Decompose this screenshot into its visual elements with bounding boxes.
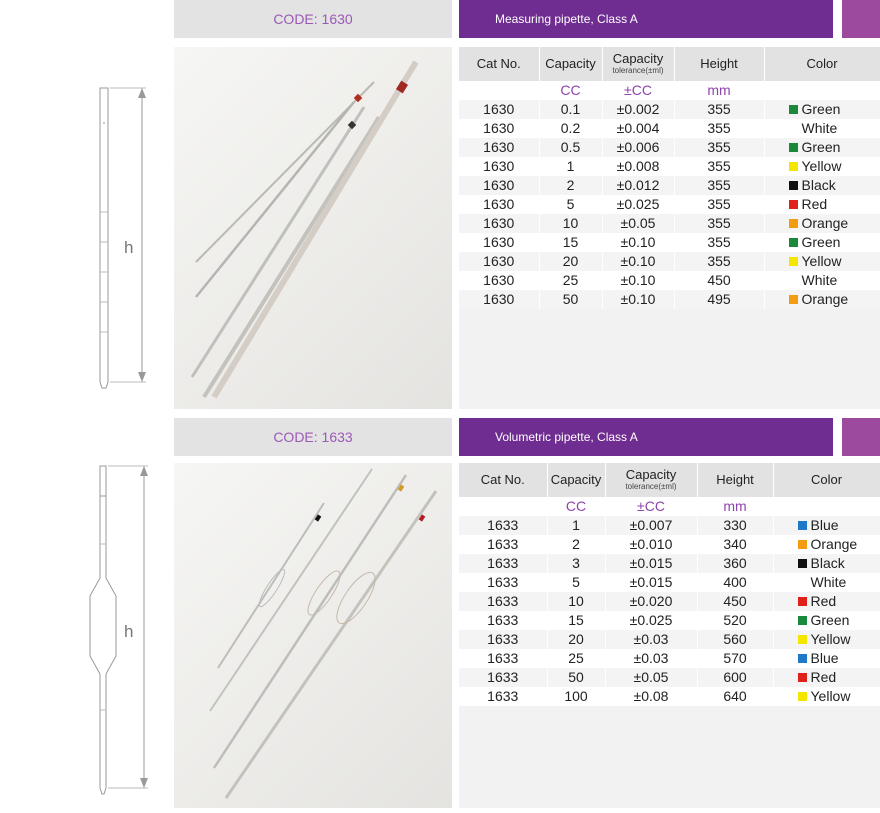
color-name: Black: [810, 555, 845, 571]
cell-height: 450: [697, 592, 773, 611]
cell-color: [773, 611, 880, 630]
table-row: [459, 195, 880, 214]
color-swatch: [798, 559, 807, 568]
table-row: [459, 176, 880, 195]
cell-capacity: 100: [547, 687, 605, 706]
cell-height: 355: [674, 119, 764, 138]
cell-capacity: 20: [539, 252, 602, 271]
cell-capacity: 50: [547, 668, 605, 687]
header-color: Color: [773, 463, 880, 497]
product-title-measuring-pipette: Measuring pipette, Class A: [459, 0, 833, 38]
header-height: Height: [697, 463, 773, 497]
cell-height: 360: [697, 554, 773, 573]
cell-tolerance: ±0.03: [605, 630, 697, 649]
cell-capacity: 15: [539, 233, 602, 252]
table-row: [459, 535, 880, 554]
color-swatch: [798, 692, 807, 701]
cell-capacity: 5: [539, 195, 602, 214]
color-swatch: [798, 673, 807, 682]
cell-tolerance: ±0.006: [602, 138, 674, 157]
cell-height: 600: [697, 668, 773, 687]
color-name: Yellow: [801, 158, 842, 174]
cell-height: 560: [697, 630, 773, 649]
cell-cat: 1630: [459, 157, 539, 176]
color-swatch: [798, 540, 807, 549]
unit-empty: [459, 81, 539, 100]
cell-color: [773, 573, 880, 592]
color-swatch: [789, 257, 798, 266]
color-name: Red: [810, 593, 837, 609]
table-row: [459, 119, 880, 138]
table-row: [459, 138, 880, 157]
color-name: Red: [801, 196, 828, 212]
table-row: [459, 668, 880, 687]
unit-empty: [764, 81, 880, 100]
cell-height: 355: [674, 157, 764, 176]
color-swatch: [798, 578, 807, 587]
product-title-volumetric-pipette: Volumetric pipette, Class A: [459, 418, 833, 456]
measuring-pipettes-photo: [174, 47, 452, 409]
cell-tolerance: ±0.004: [602, 119, 674, 138]
cell-color: [764, 157, 880, 176]
cell-cat: 1633: [459, 592, 547, 611]
color-swatch: [798, 635, 807, 644]
measuring-pipette-drawing: [80, 82, 170, 392]
table-row: [459, 630, 880, 649]
cell-height: 520: [697, 611, 773, 630]
spec-table-1633: [459, 463, 880, 706]
cell-cat: 1630: [459, 233, 539, 252]
cell-height: 640: [697, 687, 773, 706]
cell-height: 355: [674, 176, 764, 195]
table-row: [459, 157, 880, 176]
cell-tolerance: ±0.020: [605, 592, 697, 611]
cell-cat: 1630: [459, 271, 539, 290]
cell-height: 355: [674, 233, 764, 252]
cell-tolerance: ±0.008: [602, 157, 674, 176]
cell-tolerance: ±0.03: [605, 649, 697, 668]
cell-tolerance: ±0.10: [602, 271, 674, 290]
units-row: [459, 81, 880, 100]
cell-tolerance: ±0.025: [605, 611, 697, 630]
cell-cat: 1630: [459, 252, 539, 271]
cell-tolerance: ±0.010: [605, 535, 697, 554]
units-row: [459, 497, 880, 516]
cell-color: [773, 535, 880, 554]
color-name: Yellow: [810, 688, 851, 704]
cell-cat: 1633: [459, 668, 547, 687]
cell-tolerance: ±0.08: [605, 687, 697, 706]
table-row: [459, 649, 880, 668]
cell-cat: 1633: [459, 687, 547, 706]
cell-color: [773, 592, 880, 611]
cell-color: [764, 119, 880, 138]
color-swatch: [789, 105, 798, 114]
cell-capacity: 5: [547, 573, 605, 592]
cell-tolerance: ±0.10: [602, 290, 674, 309]
spec-table-panel-1630: [459, 47, 880, 409]
color-swatch: [789, 181, 798, 190]
cell-cat: 1630: [459, 176, 539, 195]
header-tolerance-sub: tolerance(±ml): [612, 66, 664, 75]
volumetric-pipettes-photo: [174, 463, 452, 808]
spec-table-panel-1633: [459, 463, 880, 808]
cell-color: [764, 100, 880, 119]
cell-cat: 1630: [459, 100, 539, 119]
color-swatch: [798, 654, 807, 663]
color-name: Yellow: [810, 631, 851, 647]
unit-capacity: CC: [547, 497, 605, 516]
cell-tolerance: ±0.10: [602, 252, 674, 271]
cell-cat: 1633: [459, 649, 547, 668]
color-name: Yellow: [801, 253, 842, 269]
cell-capacity: 10: [539, 214, 602, 233]
code-bar-1633: CODE: 1633: [174, 418, 452, 456]
color-name: White: [801, 120, 838, 136]
cell-capacity: 10: [547, 592, 605, 611]
cell-cat: 1630: [459, 119, 539, 138]
cell-color: [764, 290, 880, 309]
cell-tolerance: ±0.002: [602, 100, 674, 119]
cell-cat: 1630: [459, 138, 539, 157]
table-row: [459, 100, 880, 119]
header-capacity: Capacity: [539, 47, 602, 81]
cell-height: 570: [697, 649, 773, 668]
cell-height: 400: [697, 573, 773, 592]
height-label: h: [124, 622, 134, 641]
cell-cat: 1630: [459, 290, 539, 309]
header-tolerance: [602, 47, 674, 81]
color-swatch: [798, 521, 807, 530]
header-height: Height: [674, 47, 764, 81]
cell-cat: 1633: [459, 516, 547, 535]
cell-color: [773, 649, 880, 668]
cell-color: [773, 687, 880, 706]
cell-capacity: 0.2: [539, 119, 602, 138]
cell-capacity: 15: [547, 611, 605, 630]
unit-height: mm: [697, 497, 773, 516]
table-row: [459, 214, 880, 233]
color-swatch: [789, 238, 798, 247]
color-name: Orange: [810, 536, 858, 552]
cell-tolerance: ±0.05: [605, 668, 697, 687]
color-name: Green: [801, 139, 841, 155]
table-row: [459, 687, 880, 706]
cell-height: 355: [674, 252, 764, 271]
cell-height: 355: [674, 214, 764, 233]
cell-height: 450: [674, 271, 764, 290]
table-row: [459, 252, 880, 271]
cell-capacity: 25: [547, 649, 605, 668]
header-tolerance: [605, 463, 697, 497]
cell-tolerance: ±0.10: [602, 233, 674, 252]
color-swatch: [798, 616, 807, 625]
unit-height: mm: [674, 81, 764, 100]
color-name: White: [810, 574, 847, 590]
cell-color: [773, 554, 880, 573]
table-row: [459, 611, 880, 630]
color-swatch: [789, 200, 798, 209]
table-row: [459, 271, 880, 290]
cell-color: [773, 668, 880, 687]
cell-tolerance: ±0.012: [602, 176, 674, 195]
cell-capacity: 20: [547, 630, 605, 649]
cell-color: [764, 252, 880, 271]
height-label: h: [124, 238, 134, 257]
unit-empty: [459, 497, 547, 516]
cell-color: [764, 233, 880, 252]
cell-color: [764, 176, 880, 195]
cell-height: 355: [674, 195, 764, 214]
cell-cat: 1633: [459, 535, 547, 554]
header-capacity: Capacity: [547, 463, 605, 497]
table-row: [459, 290, 880, 309]
cell-capacity: 1: [547, 516, 605, 535]
cell-color: [764, 138, 880, 157]
cell-color: [764, 214, 880, 233]
unit-tolerance: ±CC: [602, 81, 674, 100]
color-name: Orange: [801, 291, 849, 307]
color-name: Orange: [801, 215, 849, 231]
color-name: Red: [810, 669, 837, 685]
header-tolerance-label: Capacity: [612, 51, 664, 66]
color-name: Black: [801, 177, 836, 193]
header-tolerance-label: Capacity: [625, 467, 677, 482]
cell-cat: 1633: [459, 573, 547, 592]
cell-capacity: 2: [539, 176, 602, 195]
cell-capacity: 3: [547, 554, 605, 573]
color-swatch: [789, 162, 798, 171]
cell-height: 340: [697, 535, 773, 554]
cell-cat: 1630: [459, 214, 539, 233]
header-tolerance-sub: tolerance(±ml): [625, 482, 677, 491]
cell-color: [764, 195, 880, 214]
cell-capacity: 0.5: [539, 138, 602, 157]
color-swatch: [789, 143, 798, 152]
table-row: [459, 573, 880, 592]
header-color: Color: [764, 47, 880, 81]
accent-block: [842, 418, 880, 456]
cell-height: 495: [674, 290, 764, 309]
cell-tolerance: ±0.015: [605, 554, 697, 573]
accent-block: [842, 0, 880, 38]
color-name: Green: [810, 612, 850, 628]
cell-cat: 1633: [459, 630, 547, 649]
cell-tolerance: ±0.05: [602, 214, 674, 233]
color-name: Green: [801, 234, 841, 250]
header-cat-no: Cat No.: [459, 47, 539, 81]
cell-cat: 1633: [459, 611, 547, 630]
cell-tolerance: ±0.015: [605, 573, 697, 592]
cell-capacity: 50: [539, 290, 602, 309]
cell-color: [773, 516, 880, 535]
cell-height: 355: [674, 138, 764, 157]
cell-tolerance: ±0.025: [602, 195, 674, 214]
unit-capacity: CC: [539, 81, 602, 100]
color-name: White: [801, 272, 838, 288]
cell-capacity: 2: [547, 535, 605, 554]
cell-capacity: 1: [539, 157, 602, 176]
cell-cat: 1633: [459, 554, 547, 573]
table-row: [459, 233, 880, 252]
spec-table-1630: [459, 47, 880, 309]
color-swatch: [789, 276, 798, 285]
table-row: [459, 516, 880, 535]
color-name: Blue: [810, 650, 839, 666]
cell-height: 330: [697, 516, 773, 535]
color-name: Blue: [810, 517, 839, 533]
code-bar-1630: CODE: 1630: [174, 0, 452, 38]
unit-tolerance: ±CC: [605, 497, 697, 516]
cell-capacity: 0.1: [539, 100, 602, 119]
cell-capacity: 25: [539, 271, 602, 290]
cell-color: [764, 271, 880, 290]
color-swatch: [789, 124, 798, 133]
color-swatch: [789, 295, 798, 304]
color-swatch: [789, 219, 798, 228]
cell-tolerance: ±0.007: [605, 516, 697, 535]
cell-cat: 1630: [459, 195, 539, 214]
cell-color: [773, 630, 880, 649]
unit-empty: [773, 497, 880, 516]
table-row: [459, 592, 880, 611]
table-row: [459, 554, 880, 573]
color-name: Green: [801, 101, 841, 117]
cell-height: 355: [674, 100, 764, 119]
color-swatch: [798, 597, 807, 606]
header-cat-no: Cat No.: [459, 463, 547, 497]
